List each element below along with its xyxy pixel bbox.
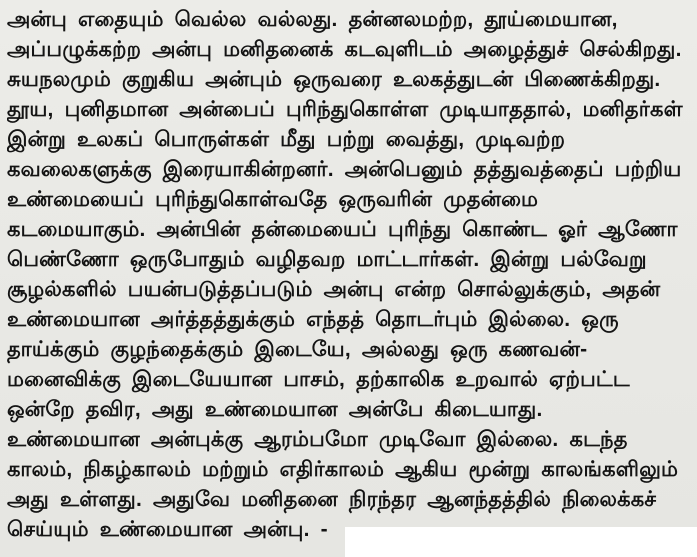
text-line: உண்மையான அர்த்தத்துக்கும் எந்தத் தொடர்பும் இல்லை. ஒரு (7, 308, 619, 331)
text-line: இன்று உலகப் பொருள்கள் மீது பற்று வைத்து, முடிவற்ற (7, 128, 566, 151)
text-line: சூழல்களில் பயன்படுத்தப்படும் அன்பு என்ற சொல்லுக்கும், அதன் (7, 278, 661, 301)
text-line: பெண்ணோ ஒருபோதும் வழிதவற மாட்டார்கள். இன்று பல்வேறு (7, 248, 647, 271)
text-line: உண்மையான அன்புக்கு ஆரம்பமோ முடிவோ இல்லை. கடந்த (7, 428, 628, 451)
text-line: அன்பு எதையும் வெல்ல வல்லது. தன்னலமற்ற, தூய்மையான, (7, 8, 618, 31)
paragraph-text (7, 5, 695, 545)
text-line: ஒன்றே தவிர, அது உண்மையான அன்பே கிடையாது. (7, 398, 543, 421)
text-line: கவலைகளுக்கு இரையாகின்றனர். அன்பெனும் தத்துவத்தைப் பற்றிய (7, 158, 682, 181)
text-line: செய்யும் உண்மையான அன்பு. - (7, 518, 328, 541)
text-line: அது உள்ளது. அதுவே மனிதனை நிரந்தர ஆனந்தத்தில் நிலைக்கச் (7, 488, 657, 511)
text-line: தூய, புனிதமான அன்பைப் புரிந்துகொள்ள முடியாததால், மனிதர்கள் (7, 98, 683, 121)
text-line: மனைவிக்கு இடையேயான பாசம், தற்காலிக உறவால் ஏற்பட்ட (7, 368, 630, 391)
text-line: காலம், நிகழ்காலம் மற்றும் எதிர்காலம் ஆகிய மூன்று காலங்களிலும் (7, 458, 679, 481)
text-line: அப்பழுக்கற்ற அன்பு மனிதனைக் கடவுளிடம் அழைத்துச் செல்கிறது. (7, 38, 682, 61)
text-line: சுயநலமும் குறுகிய அன்பும் ஒருவரை உலகத்துடன் பிணைக்கிறது. (7, 68, 661, 91)
text-line: தாய்க்கும் குழந்தைக்கும் இடையே, அல்லது ஒரு கணவன்- (7, 338, 588, 361)
white-overlay-box (345, 527, 697, 557)
text-line: கடமையாகும். அன்பின் தன்மையைப் புரிந்து கொண்ட ஓர் ஆணோ (7, 218, 678, 241)
text-line: உண்மையைப் புரிந்துகொள்வதே ஒருவரின் முதன்மை (7, 188, 539, 211)
